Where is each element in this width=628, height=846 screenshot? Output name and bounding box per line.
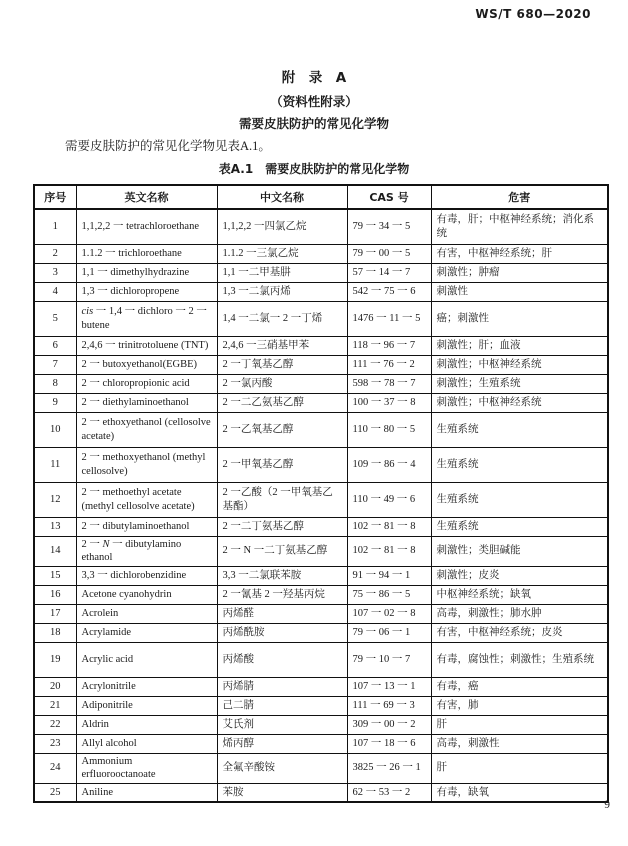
- row-hazard-cell: 刺激性；中枢神经系统: [431, 355, 608, 374]
- row-cas-cell: 102 一 81 一 8: [347, 517, 431, 536]
- row-english-name-cell: 2 一 chloropropionic acid: [76, 374, 217, 393]
- chemical-table: [33, 184, 609, 803]
- row-english-name-cell: Acrylic acid: [76, 642, 217, 677]
- row-no-cell: 5: [34, 301, 76, 336]
- row-english-name-cell: 2 一 methoxyethanol (methyl cellosolve): [76, 447, 217, 482]
- row-cas-cell: 109 一 86 一 4: [347, 447, 431, 482]
- row-hazard-cell: 生殖系统: [431, 482, 608, 517]
- row-hazard-cell: 癌；刺激性: [431, 301, 608, 336]
- row-chinese-name-cell: 1.1.2 一三氯乙烷: [217, 244, 347, 263]
- row-chinese-name-cell: 1,4 一二氯一 2 一丁烯: [217, 301, 347, 336]
- row-english-name-cell: Aldrin: [76, 715, 217, 734]
- header-no: 序号: [34, 185, 76, 209]
- row-cas-cell: 79 一 34 一 5: [347, 209, 431, 244]
- table-row: [34, 536, 608, 566]
- header-hazard: 危害: [431, 185, 608, 209]
- row-chinese-name-cell: 2 一乙酸（2 一甲氧基乙基酯）: [217, 482, 347, 517]
- row-english-name-cell: 1,3 一 dichloropropene: [76, 282, 217, 301]
- row-no-cell: 10: [34, 412, 76, 447]
- page-number: 9: [604, 799, 610, 811]
- row-no-cell: 12: [34, 482, 76, 517]
- row-no-cell: 14: [34, 536, 76, 566]
- table-row: [34, 244, 608, 263]
- row-english-name-cell: 2 一 diethylaminoethanol: [76, 393, 217, 412]
- row-hazard-cell: 刺激性；类胆碱能: [431, 536, 608, 566]
- header-cas-number: CAS 号: [347, 185, 431, 209]
- row-cas-cell: 111 一 76 一 2: [347, 355, 431, 374]
- row-hazard-cell: 刺激性；肝；血液: [431, 336, 608, 355]
- row-hazard-cell: 有害，中枢神经系统；皮炎: [431, 623, 608, 642]
- row-hazard-cell: 有毒，肝；中枢神经系统；消化系统: [431, 209, 608, 244]
- row-english-name-cell: Acetone cyanohydrin: [76, 585, 217, 604]
- row-chinese-name-cell: 1,1,2,2 一四氯乙烷: [217, 209, 347, 244]
- row-hazard-cell: 有害，中枢神经系统；肝: [431, 244, 608, 263]
- row-no-cell: 18: [34, 623, 76, 642]
- row-no-cell: 21: [34, 696, 76, 715]
- row-no-cell: 22: [34, 715, 76, 734]
- row-no-cell: 23: [34, 734, 76, 753]
- row-chinese-name-cell: 1,3 一二氯丙烯: [217, 282, 347, 301]
- row-hazard-cell: 刺激性；皮炎: [431, 566, 608, 585]
- row-english-name-cell: 2 一 methoethyl acetate (methyl cellosolve acetate): [76, 482, 217, 517]
- row-chinese-name-cell: 2 一氯丙酸: [217, 374, 347, 393]
- row-english-name-cell: 1,1 一 dimethylhydrazine: [76, 263, 217, 282]
- row-chinese-name-cell: 2 一氰基 2 一羟基丙烷: [217, 585, 347, 604]
- row-chinese-name-cell: 丙烯酰胺: [217, 623, 347, 642]
- table-row: [34, 783, 608, 802]
- row-chinese-name-cell: 2,4,6 一三硝基甲苯: [217, 336, 347, 355]
- row-hazard-cell: 有害，肺: [431, 696, 608, 715]
- row-hazard-cell: 有毒，缺氧: [431, 783, 608, 802]
- table-row: [34, 412, 608, 447]
- row-chinese-name-cell: 2 一乙氧基乙醇: [217, 412, 347, 447]
- row-english-name-cell: 2 一 N 一 dibutylamino ethanol: [76, 536, 217, 566]
- row-chinese-name-cell: 2 一二乙氨基乙醇: [217, 393, 347, 412]
- row-hazard-cell: 肝: [431, 753, 608, 783]
- table-row: [34, 585, 608, 604]
- row-chinese-name-cell: 2 一甲氧基乙醇: [217, 447, 347, 482]
- row-no-cell: 4: [34, 282, 76, 301]
- row-no-cell: 7: [34, 355, 76, 374]
- table-header-row: [34, 185, 608, 209]
- row-chinese-name-cell: 2 一 N 一二丁氨基乙醇: [217, 536, 347, 566]
- row-hazard-cell: 高毒，刺激性: [431, 734, 608, 753]
- row-english-name-cell: Ammonium erfluorooctanoate: [76, 753, 217, 783]
- row-english-name-cell: 1,1,2,2 一 tetrachloroethane: [76, 209, 217, 244]
- appendix-heading: 需要皮肤防护的常见化学物: [238, 116, 389, 131]
- row-chinese-name-cell: 丙烯醛: [217, 604, 347, 623]
- row-no-cell: 3: [34, 263, 76, 282]
- appendix-subtitle: （资料性附录）: [270, 94, 358, 109]
- row-cas-cell: 107 一 02 一 8: [347, 604, 431, 623]
- row-cas-cell: 91 一 94 一 1: [347, 566, 431, 585]
- row-english-name-cell: Aniline: [76, 783, 217, 802]
- row-no-cell: 25: [34, 783, 76, 802]
- table-row: [34, 447, 608, 482]
- row-english-name-cell: Allyl alcohol: [76, 734, 217, 753]
- table-row: [34, 734, 608, 753]
- row-hazard-cell: 有毒，癌: [431, 677, 608, 696]
- row-hazard-cell: 肝: [431, 715, 608, 734]
- header-chinese-name: 中文名称: [217, 185, 347, 209]
- row-cas-cell: 79 一 06 一 1: [347, 623, 431, 642]
- row-cas-cell: 3825 一 26 一 1: [347, 753, 431, 783]
- table-caption: 表A.1 需要皮肤防护的常见化学物: [218, 162, 410, 176]
- row-chinese-name-cell: 1,1 一二甲基肼: [217, 263, 347, 282]
- row-english-name-cell: Acrylonitrile: [76, 677, 217, 696]
- row-chinese-name-cell: 苯胺: [217, 783, 347, 802]
- row-hazard-cell: 生殖系统: [431, 447, 608, 482]
- row-cas-cell: 598 一 78 一 7: [347, 374, 431, 393]
- row-no-cell: 2: [34, 244, 76, 263]
- row-cas-cell: 62 一 53 一 2: [347, 783, 431, 802]
- table-row: [34, 623, 608, 642]
- row-chinese-name-cell: 2 一二丁氨基乙醇: [217, 517, 347, 536]
- row-english-name-cell: Adiponitrile: [76, 696, 217, 715]
- row-cas-cell: 79 一 00 一 5: [347, 244, 431, 263]
- row-cas-cell: 102 一 81 一 8: [347, 536, 431, 566]
- row-cas-cell: 542 一 75 一 6: [347, 282, 431, 301]
- row-no-cell: 16: [34, 585, 76, 604]
- table-row: [34, 336, 608, 355]
- row-hazard-cell: 刺激性: [431, 282, 608, 301]
- table-row: [34, 696, 608, 715]
- row-english-name-cell: 2 一 ethoxyethanol (cellosolve acetate): [76, 412, 217, 447]
- row-no-cell: 8: [34, 374, 76, 393]
- row-chinese-name-cell: 烯丙醇: [217, 734, 347, 753]
- row-cas-cell: 79 一 10 一 7: [347, 642, 431, 677]
- table-row: [34, 517, 608, 536]
- row-english-name-cell: cis 一 1,4 一 dichloro 一 2 一 butene: [76, 301, 217, 336]
- table-row: [34, 374, 608, 393]
- row-no-cell: 13: [34, 517, 76, 536]
- row-hazard-cell: 刺激性；肿瘤: [431, 263, 608, 282]
- table-row: [34, 393, 608, 412]
- row-cas-cell: 110 一 49 一 6: [347, 482, 431, 517]
- appendix-title-block: [0, 66, 628, 132]
- row-english-name-cell: 3,3 一 dichlorobenzidine: [76, 566, 217, 585]
- row-no-cell: 1: [34, 209, 76, 244]
- row-hazard-cell: 刺激性；中枢神经系统: [431, 393, 608, 412]
- table-row: [34, 642, 608, 677]
- row-hazard-cell: 刺激性；生殖系统: [431, 374, 608, 393]
- header-english-name: 英文名称: [76, 185, 217, 209]
- row-hazard-cell: 生殖系统: [431, 517, 608, 536]
- row-no-cell: 17: [34, 604, 76, 623]
- row-chinese-name-cell: 3,3 一二氯联苯胺: [217, 566, 347, 585]
- row-cas-cell: 107 一 13 一 1: [347, 677, 431, 696]
- table-row: [34, 753, 608, 783]
- row-no-cell: 20: [34, 677, 76, 696]
- appendix-title: 附 录 A: [281, 70, 347, 86]
- intro-paragraph: 需要皮肤防护的常见化学物见表A.1。: [65, 139, 271, 153]
- table-row: [34, 301, 608, 336]
- chemical-table-body: [34, 209, 608, 802]
- row-cas-cell: 100 一 37 一 8: [347, 393, 431, 412]
- row-english-name-cell: Acrolein: [76, 604, 217, 623]
- row-hazard-cell: 中枢神经系统；缺氧: [431, 585, 608, 604]
- row-english-name-cell: 2 一 butoxyethanol(EGBE): [76, 355, 217, 374]
- table-row: [34, 209, 608, 244]
- row-hazard-cell: 高毒，刺激性；肺水肿: [431, 604, 608, 623]
- table-row: [34, 715, 608, 734]
- row-chinese-name-cell: 己二腈: [217, 696, 347, 715]
- row-cas-cell: 57 一 14 一 7: [347, 263, 431, 282]
- row-hazard-cell: 生殖系统: [431, 412, 608, 447]
- table-row: [34, 482, 608, 517]
- table-row: [34, 677, 608, 696]
- row-chinese-name-cell: 艾氏剂: [217, 715, 347, 734]
- row-no-cell: 6: [34, 336, 76, 355]
- row-chinese-name-cell: 丙烯腈: [217, 677, 347, 696]
- row-cas-cell: 309 一 00 一 2: [347, 715, 431, 734]
- row-no-cell: 15: [34, 566, 76, 585]
- standard-number-header: WS/T 680—2020: [475, 7, 591, 21]
- row-chinese-name-cell: 2 一丁氧基乙醇: [217, 355, 347, 374]
- row-no-cell: 19: [34, 642, 76, 677]
- row-chinese-name-cell: 丙烯酸: [217, 642, 347, 677]
- row-english-name-cell: 2 一 dibutylaminoethanol: [76, 517, 217, 536]
- row-cas-cell: 110 一 80 一 5: [347, 412, 431, 447]
- row-cas-cell: 1476 一 11 一 5: [347, 301, 431, 336]
- row-cas-cell: 75 一 86 一 5: [347, 585, 431, 604]
- row-english-name-cell: Acrylamide: [76, 623, 217, 642]
- row-cas-cell: 118 一 96 一 7: [347, 336, 431, 355]
- table-row: [34, 282, 608, 301]
- row-no-cell: 24: [34, 753, 76, 783]
- row-cas-cell: 107 一 18 一 6: [347, 734, 431, 753]
- row-no-cell: 11: [34, 447, 76, 482]
- table-row: [34, 566, 608, 585]
- table-row: [34, 355, 608, 374]
- table-row: [34, 604, 608, 623]
- row-chinese-name-cell: 全氟辛酸铵: [217, 753, 347, 783]
- row-english-name-cell: 2,4,6 一 trinitrotoluene (TNT): [76, 336, 217, 355]
- row-cas-cell: 111 一 69 一 3: [347, 696, 431, 715]
- table-row: [34, 263, 608, 282]
- row-english-name-cell: 1.1.2 一 trichloroethane: [76, 244, 217, 263]
- row-hazard-cell: 有毒，腐蚀性；刺激性；生殖系统: [431, 642, 608, 677]
- row-no-cell: 9: [34, 393, 76, 412]
